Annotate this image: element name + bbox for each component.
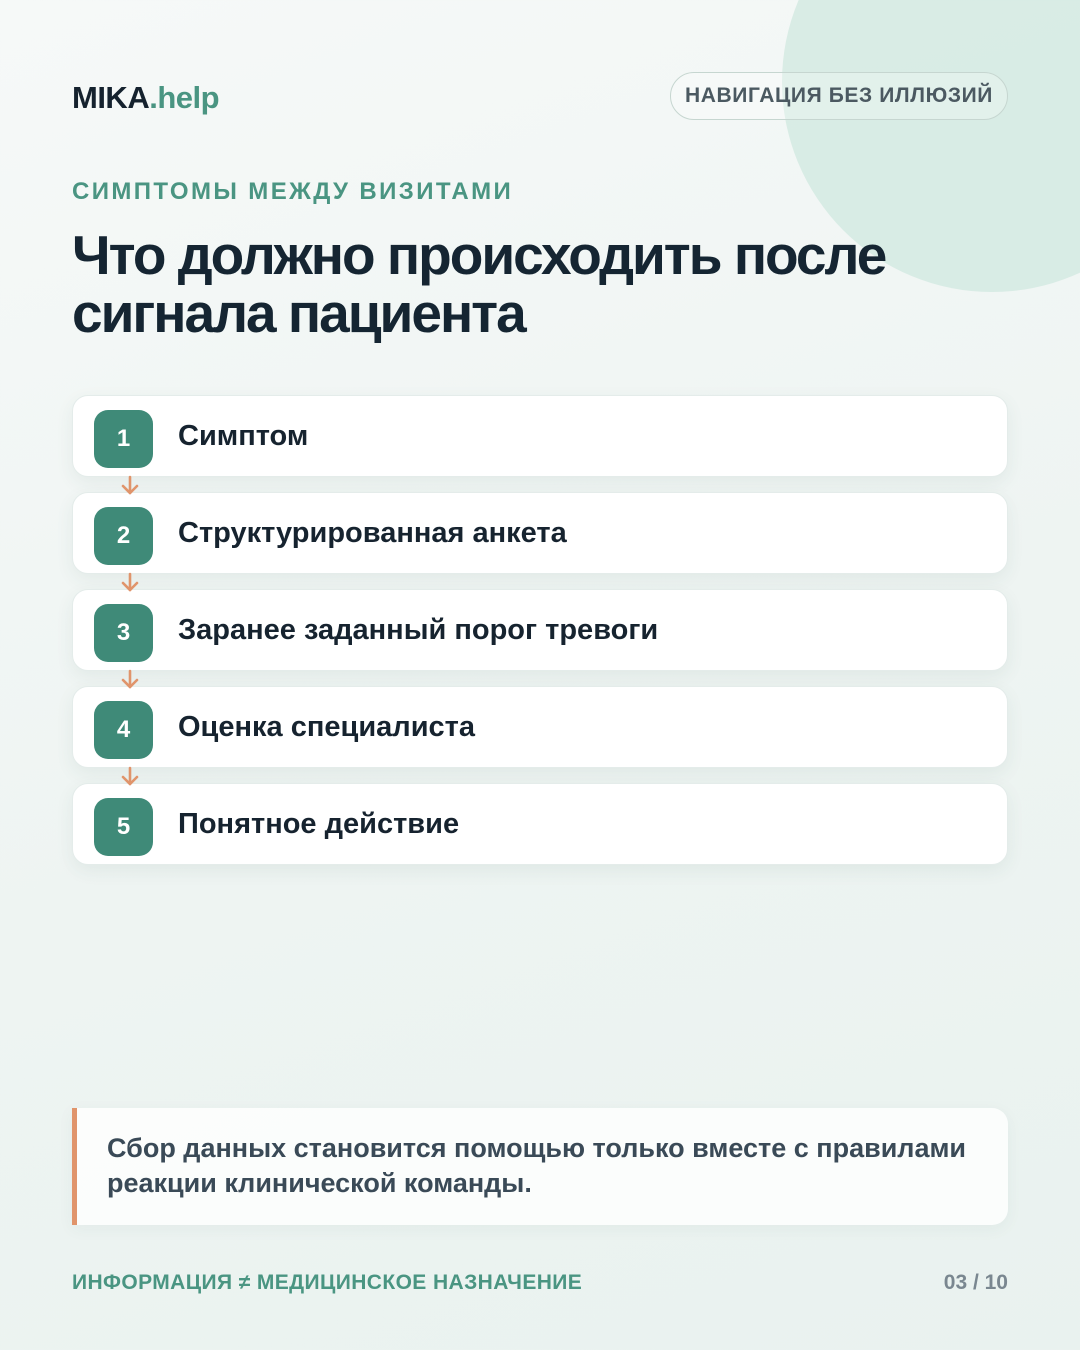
page-counter: 03 / 10 <box>943 1271 1008 1294</box>
arrow-down-icon <box>120 572 140 594</box>
step-card-4 <box>72 686 1008 768</box>
step-label: Симптом <box>178 420 309 452</box>
brand-logo[interactable] <box>72 80 219 116</box>
section-overline: СИМПТОМЫ МЕЖДУ ВИЗИТАМИ <box>72 178 514 205</box>
callout-note <box>72 1108 1008 1225</box>
page-title <box>72 226 972 342</box>
page-title-line-2: сигнала пациента <box>72 282 525 344</box>
step-card-2 <box>72 492 1008 574</box>
arrow-down-icon <box>120 669 140 691</box>
arrow-down-icon <box>120 475 140 497</box>
step-number-badge: 1 <box>94 410 153 468</box>
step-label: Понятное действие <box>178 808 460 840</box>
navigation-pill[interactable]: НАВИГАЦИЯ БЕЗ ИЛЛЮЗИЙ <box>670 72 1008 120</box>
step-label: Заранее заданный порог тревоги <box>178 614 659 646</box>
step-label: Оценка специалиста <box>178 711 475 743</box>
step-number-badge: 4 <box>94 701 153 759</box>
callout-note-text: Сбор данных становится помощью только вместе с правилами реакции клинической команды. <box>107 1133 967 1198</box>
step-label: Структурированная анкета <box>178 517 567 549</box>
brand-name: MIKA <box>72 80 150 115</box>
footer-disclaimer: ИНФОРМАЦИЯ ≠ МЕДИЦИНСКОЕ НАЗНАЧЕНИЕ <box>72 1271 583 1294</box>
step-number-badge: 2 <box>94 507 153 565</box>
step-card-1 <box>72 395 1008 477</box>
page-title-line-1: Что должно происходить после <box>72 224 886 286</box>
step-number-badge: 5 <box>94 798 153 856</box>
step-number-badge: 3 <box>94 604 153 662</box>
brand-suffix: .help <box>149 80 220 115</box>
arrow-down-icon <box>120 766 140 788</box>
step-card-5 <box>72 783 1008 865</box>
step-card-3 <box>72 589 1008 671</box>
